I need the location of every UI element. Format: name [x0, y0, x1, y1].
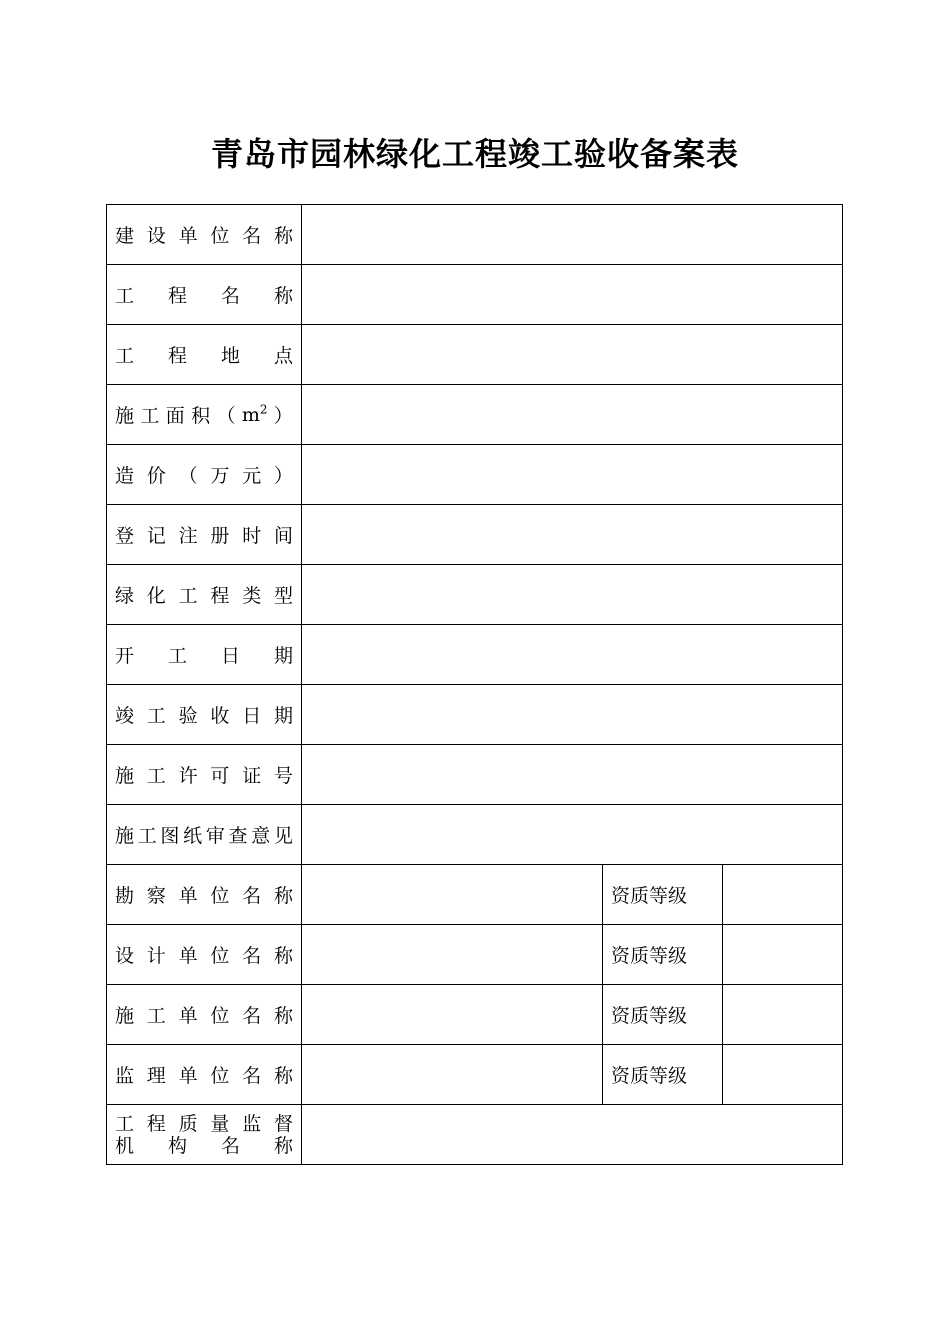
- qualification-value[interactable]: [723, 865, 843, 925]
- filing-form-table: [106, 204, 843, 1165]
- form-row: [107, 325, 843, 385]
- field-label: 登 记 注 册 时 间: [107, 505, 302, 565]
- field-value[interactable]: [302, 505, 843, 565]
- field-label: 绿 化 工 程 类 型: [107, 565, 302, 625]
- field-value[interactable]: [302, 205, 843, 265]
- unit-name-value[interactable]: [302, 865, 603, 925]
- qualification-value[interactable]: [723, 925, 843, 985]
- field-label: 施 工 面 积 （ $m^2$ ）: [107, 385, 302, 445]
- unit-name-label: 勘 察 单 位 名 称: [107, 865, 302, 925]
- unit-name-value[interactable]: [302, 985, 603, 1045]
- field-label: 造 价 （ 万 元 ）: [107, 445, 302, 505]
- field-label: 施 工 许 可 证 号: [107, 745, 302, 805]
- form-row: [107, 1105, 843, 1165]
- unit-name-label: 设 计 单 位 名 称: [107, 925, 302, 985]
- field-value[interactable]: [302, 805, 843, 865]
- qualification-label: 资质等级: [603, 925, 723, 985]
- qualification-value[interactable]: [723, 985, 843, 1045]
- unit-name-label: 施 工 单 位 名 称: [107, 985, 302, 1045]
- unit-row: [107, 1045, 843, 1105]
- unit-row: [107, 865, 843, 925]
- unit-row: [107, 985, 843, 1045]
- field-label: 开 工 日 期: [107, 625, 302, 685]
- page-title: 青岛市园林绿化工程竣工验收备案表: [210, 135, 739, 173]
- form-row: [107, 625, 843, 685]
- field-value[interactable]: [302, 385, 843, 445]
- form-row: [107, 385, 843, 445]
- field-value[interactable]: [302, 565, 843, 625]
- field-value[interactable]: [302, 325, 843, 385]
- unit-name-value[interactable]: [302, 1045, 603, 1105]
- unit-row: [107, 925, 843, 985]
- field-label: 建 设 单 位 名 称: [107, 205, 302, 265]
- form-row: [107, 805, 843, 865]
- field-value[interactable]: [302, 745, 843, 805]
- field-value[interactable]: [302, 445, 843, 505]
- form-row: [107, 505, 843, 565]
- field-label: 工 程 质 量 监 督 机 构 名 称: [107, 1105, 302, 1165]
- field-value[interactable]: [302, 1105, 843, 1165]
- field-label: 施 工 图 纸 审 查 意 见: [107, 805, 302, 865]
- form-row: [107, 685, 843, 745]
- field-value[interactable]: [302, 625, 843, 685]
- unit-name-label: 监 理 单 位 名 称: [107, 1045, 302, 1105]
- field-value[interactable]: [302, 685, 843, 745]
- qualification-label: 资质等级: [603, 865, 723, 925]
- form-row: [107, 745, 843, 805]
- form-row: [107, 565, 843, 625]
- field-label: 工 程 地 点: [107, 325, 302, 385]
- qualification-label: 资质等级: [603, 985, 723, 1045]
- unit-name-value[interactable]: [302, 925, 603, 985]
- qualification-value[interactable]: [723, 1045, 843, 1105]
- field-value[interactable]: [302, 265, 843, 325]
- field-label: 竣 工 验 收 日 期: [107, 685, 302, 745]
- field-label: 工 程 名 称: [107, 265, 302, 325]
- form-row: [107, 205, 843, 265]
- qualification-label: 资质等级: [603, 1045, 723, 1105]
- form-row: [107, 445, 843, 505]
- form-row: [107, 265, 843, 325]
